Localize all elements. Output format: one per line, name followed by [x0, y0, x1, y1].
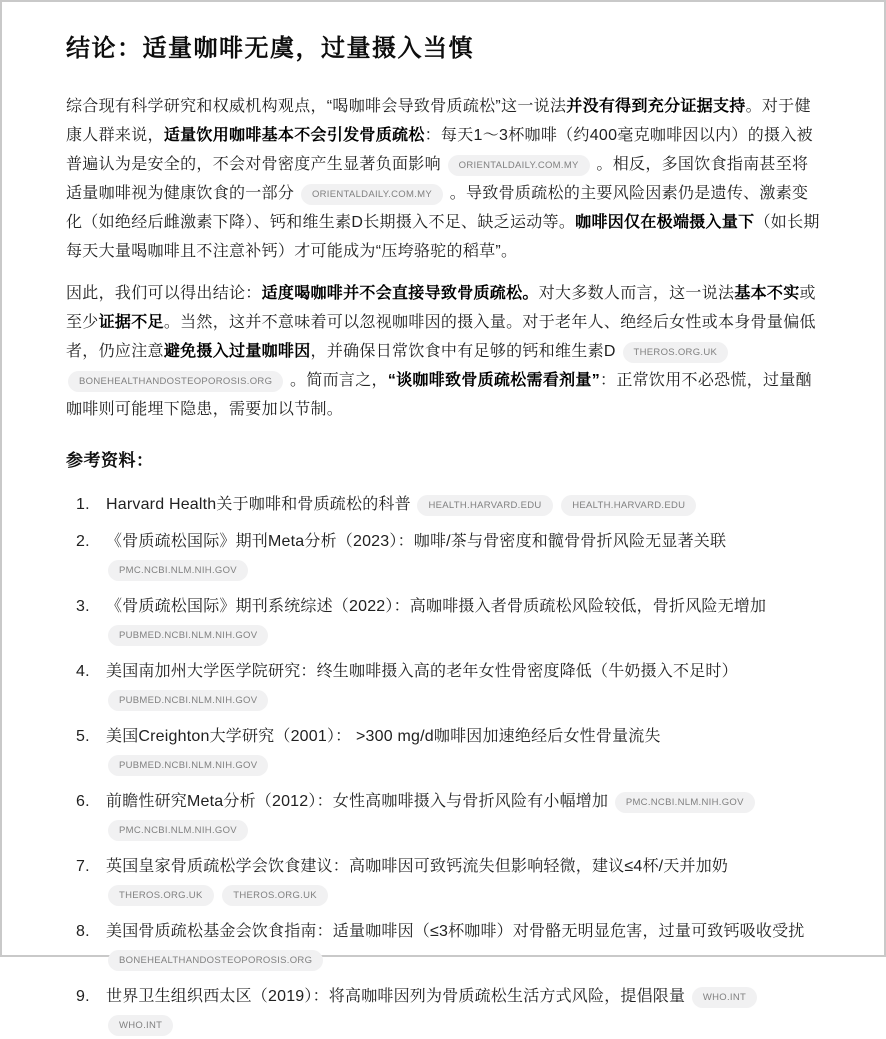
- bold-text: 避免摄入过量咖啡因: [163, 343, 311, 360]
- text: Harvard Health关于咖啡和骨质疏松的科普: [106, 496, 416, 513]
- summary-paragraph-1: [66, 92, 820, 266]
- references-list: [66, 491, 820, 1039]
- citation-badge[interactable]: WHO.INT: [108, 1015, 173, 1036]
- text: 综合现有科学研究和权威机构观点，“喝咖啡会导致骨质疏松”这一说法: [66, 98, 567, 115]
- text: 或至少: [66, 285, 816, 331]
- citation-badge[interactable]: THEROS.ORG.UK: [623, 342, 729, 363]
- text: 前瞻性研究Meta分析（2012）：女性高咖啡摄入与骨折风险有小幅增加: [106, 793, 613, 810]
- reference-number: 5.: [76, 728, 90, 745]
- reference-number: 6.: [76, 793, 90, 810]
- bold-text: 咖啡因仅在极端摄入量下: [575, 214, 755, 231]
- reference-item: [76, 658, 820, 714]
- bold-text: “谈咖啡致骨质疏松需看剂量”: [387, 372, 601, 389]
- reference-item: [76, 788, 820, 844]
- citation-badge[interactable]: PUBMED.NCBI.NLM.NIH.GOV: [108, 755, 268, 776]
- reference-item: [76, 853, 820, 909]
- citation-badge[interactable]: PUBMED.NCBI.NLM.NIH.GOV: [108, 690, 268, 711]
- text: 对大多数人而言，这一说法: [538, 285, 735, 302]
- citation-badge[interactable]: ORIENTALDAILY.COM.MY: [448, 155, 590, 176]
- document-content: [2, 2, 884, 1039]
- text: 因此，我们可以得出结论：: [66, 285, 262, 302]
- text: [555, 496, 560, 513]
- text: 美国Creighton大学研究（2001）： >300 mg/d咖啡因加速绝经后女性骨量流失: [106, 728, 661, 745]
- text: （如长期每天大量喝咖啡且不注意补钙）才可能成为“压垮骆驼的稻草”。: [66, 214, 820, 260]
- text: 美国骨质疏松基金会饮食指南：适量咖啡因（≤3杯咖啡）对骨骼无明显危害，过量可致钙吸收受扰: [106, 923, 805, 940]
- citation-badge[interactable]: THEROS.ORG.UK: [222, 885, 328, 906]
- citation-badge[interactable]: BONEHEALTHANDOSTEOPOROSIS.ORG: [108, 950, 323, 971]
- text: 。简而言之，: [285, 372, 388, 389]
- reference-number: 2.: [76, 533, 90, 550]
- references-heading: 参考资料：: [66, 451, 154, 470]
- text: ，并确保日常饮食中有足够的钙和维生素D: [310, 343, 621, 360]
- text: 。对于健康人群来说，: [66, 98, 811, 144]
- reference-item: [76, 593, 820, 649]
- text: ：正常饮用不必恐慌，过量酗咖啡则可能埋下隐患，需要加以节制。: [66, 372, 812, 418]
- text: ：每天1～3杯咖啡（约400毫克咖啡因以内）的摄入被普遍认为是安全的，不会对骨密度产生显著负面影响: [66, 127, 813, 173]
- bold-text: 基本不实: [734, 285, 800, 302]
- summary-paragraph-2: [66, 279, 820, 424]
- reference-text: [106, 853, 820, 909]
- bold-text: 证据不足: [98, 314, 164, 331]
- text: 《骨质疏松国际》期刊Meta分析（2023）：咖啡/茶与骨密度和髋骨骨折风险无显著关联: [106, 533, 727, 550]
- reference-number: 8.: [76, 923, 90, 940]
- bold-text: 适量饮用咖啡基本不会引发骨质疏松: [163, 127, 425, 144]
- reference-item: [76, 918, 820, 974]
- citation-badge[interactable]: PMC.NCBI.NLM.NIH.GOV: [615, 792, 755, 813]
- page-title: 结论：适量咖啡无虞，过量摄入当慎: [66, 35, 474, 62]
- citation-badge[interactable]: PMC.NCBI.NLM.NIH.GOV: [108, 820, 248, 841]
- citation-badge[interactable]: PUBMED.NCBI.NLM.NIH.GOV: [108, 625, 268, 646]
- reference-text: [106, 491, 820, 519]
- reference-number: 7.: [76, 858, 90, 875]
- text: 世界卫生组织西太区（2019）：将高咖啡因列为骨质疏松生活方式风险，提倡限量: [106, 988, 690, 1005]
- citation-badge[interactable]: PMC.NCBI.NLM.NIH.GOV: [108, 560, 248, 581]
- text: 。导致骨质疏松的主要风险因素仍是遗传、激素变化（如绝经后雌激素下降）、钙和维生素D长期摄入不足、缺乏运动等。: [66, 185, 809, 231]
- reference-number: 1.: [76, 496, 90, 513]
- reference-number: 3.: [76, 598, 90, 615]
- citation-badge[interactable]: HEALTH.HARVARD.EDU: [561, 495, 696, 516]
- text: 。当然，这并不意味着可以忽视咖啡因的摄入量。对于老年人、绝经后女性或本身骨量偏低者，仍应注意: [66, 314, 816, 360]
- bold-text: 并没有得到充分证据支持: [566, 98, 746, 115]
- bold-text: 适度喝咖啡并不会直接导致骨质疏松。: [261, 285, 539, 302]
- reference-text: [106, 983, 820, 1039]
- reference-text: [106, 723, 820, 779]
- reference-text: [106, 593, 820, 649]
- reference-number: 9.: [76, 988, 90, 1005]
- citation-badge[interactable]: BONEHEALTHANDOSTEOPOROSIS.ORG: [68, 371, 283, 392]
- reference-text: [106, 788, 820, 844]
- text: [216, 886, 221, 903]
- citation-badge[interactable]: ORIENTALDAILY.COM.MY: [301, 184, 443, 205]
- text: 美国南加州大学医学院研究：终生咖啡摄入高的老年女性骨密度降低（牛奶摄入不足时）: [106, 663, 738, 680]
- text: 。相反，多国饮食指南甚至将适量咖啡视为健康饮食的一部分: [66, 156, 809, 202]
- reference-text: [106, 658, 820, 714]
- reference-text: [106, 528, 820, 584]
- reference-item: [76, 723, 820, 779]
- citation-badge[interactable]: HEALTH.HARVARD.EDU: [417, 495, 552, 516]
- reference-item: [76, 983, 820, 1039]
- citation-badge[interactable]: WHO.INT: [692, 987, 757, 1008]
- text: 《骨质疏松国际》期刊系统综述（2022）：高咖啡摄入者骨质疏松风险较低，骨折风险无增加: [106, 598, 767, 615]
- reference-text: [106, 918, 820, 974]
- reference-item: [76, 491, 820, 519]
- reference-item: [76, 528, 820, 584]
- reference-number: 4.: [76, 663, 90, 680]
- citation-badge[interactable]: THEROS.ORG.UK: [108, 885, 214, 906]
- text: 英国皇家骨质疏松学会饮食建议：高咖啡因可致钙流失但影响轻微，建议≤4杯/天并加奶: [106, 858, 729, 875]
